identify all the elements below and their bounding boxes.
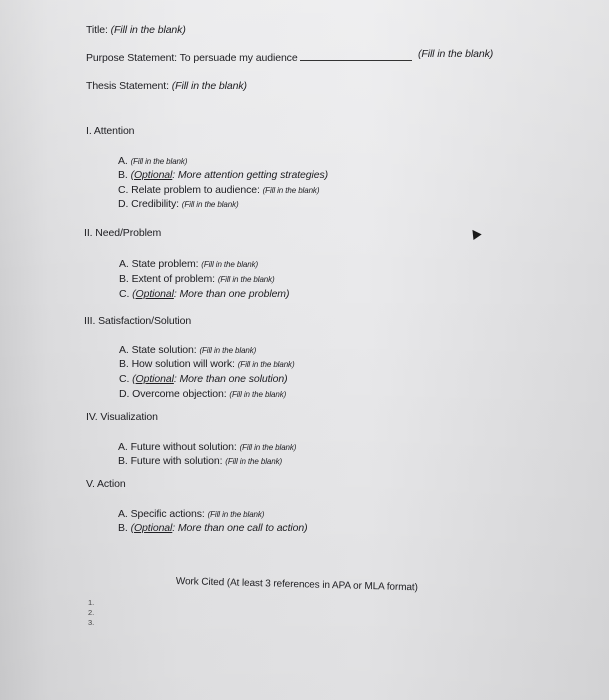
- item-letter: A.: [118, 155, 128, 167]
- title-value: (Fill in the blank): [110, 24, 186, 36]
- works-cited-number: 3.: [88, 618, 95, 627]
- item-letter: B.: [118, 522, 128, 534]
- item-label: How solution will work:: [131, 358, 235, 370]
- section-heading-action: V. Action: [86, 478, 126, 490]
- optional-label: Optional: [135, 373, 174, 385]
- section-heading-satisfaction: III. Satisfaction/Solution: [84, 315, 192, 327]
- mouse-cursor-icon: [468, 227, 481, 240]
- item-letter: A.: [118, 441, 128, 453]
- item-label: Specific actions:: [130, 508, 205, 520]
- item-letter: D.: [119, 388, 130, 400]
- list-item: [118, 155, 187, 167]
- item-letter: B.: [118, 455, 128, 467]
- item-value: (Fill in the blank): [239, 443, 297, 452]
- works-cited-number: 2.: [88, 608, 95, 617]
- item-value: (Fill in the blank): [201, 260, 259, 269]
- purpose-label: Purpose Statement: To persuade my audience: [86, 52, 298, 64]
- item-label: Future with solution:: [130, 455, 223, 467]
- item-value: (Fill in the blank): [229, 390, 287, 399]
- item-letter: C.: [119, 288, 130, 300]
- optional-label: Optional: [133, 522, 173, 534]
- list-item: [118, 455, 282, 467]
- item-value: (Fill in the blank): [207, 510, 265, 519]
- item-value: (Fill in the blank): [225, 457, 283, 466]
- item-letter: A.: [119, 344, 129, 356]
- list-item: B. (Optional: More attention getting strategies): [118, 169, 329, 181]
- item-value: (Fill in the blank): [130, 157, 188, 166]
- section-heading-need-problem: II. Need/Problem: [84, 227, 162, 239]
- list-item: C. (Optional: More than one solution): [119, 373, 288, 385]
- item-label: Credibility:: [131, 198, 179, 210]
- title-label: Title:: [86, 24, 108, 36]
- list-item: B. (Optional: More than one call to action): [118, 522, 308, 534]
- purpose-line: [86, 52, 414, 64]
- item-letter: B.: [119, 358, 129, 370]
- item-letter: D.: [118, 198, 129, 210]
- item-label: State solution:: [131, 344, 197, 356]
- item-label: Relate problem to audience:: [131, 184, 260, 196]
- item-value: (Fill in the blank): [217, 275, 275, 284]
- item-value: (Fill in the blank): [237, 360, 295, 369]
- item-label: Extent of problem:: [131, 273, 215, 285]
- section-heading-visualization: IV. Visualization: [86, 411, 158, 423]
- item-label: Overcome objection:: [132, 388, 227, 400]
- item-value: : More than one problem): [173, 288, 290, 300]
- item-value: (Fill in the blank): [181, 200, 239, 209]
- list-item: [119, 358, 295, 370]
- list-item: [119, 344, 256, 356]
- works-cited-heading: Work Cited (At least 3 references in APA or MLA format): [175, 576, 418, 594]
- optional-label: Optional: [133, 169, 173, 181]
- list-item: [118, 441, 296, 453]
- item-letter: B.: [119, 273, 129, 285]
- purpose-value: (Fill in the blank): [418, 48, 494, 60]
- item-letter: A.: [119, 258, 129, 270]
- item-letter: C.: [119, 373, 130, 385]
- item-label: Future without solution:: [130, 441, 237, 453]
- works-cited-number: 1.: [88, 598, 95, 607]
- optional-label: Optional: [135, 288, 174, 300]
- list-item: [119, 388, 286, 400]
- list-item: [118, 198, 239, 210]
- item-value: : More than one call to action): [172, 522, 308, 534]
- item-value: (Fill in the blank): [262, 186, 320, 195]
- thesis-value: (Fill in the blank): [171, 80, 247, 92]
- title-line: [86, 24, 186, 36]
- thesis-line: [86, 80, 247, 92]
- item-label: State problem:: [131, 258, 199, 270]
- list-item: [119, 273, 275, 285]
- thesis-label: Thesis Statement:: [86, 80, 169, 92]
- item-value: : More than one solution): [173, 373, 288, 385]
- item-letter: C.: [118, 184, 129, 196]
- section-heading-attention: I. Attention: [86, 125, 135, 137]
- list-item: [118, 508, 264, 520]
- item-letter: B.: [118, 169, 128, 181]
- list-item: C. (Optional: More than one problem): [119, 288, 290, 300]
- item-value: : More attention getting strategies): [172, 169, 329, 181]
- list-item: [118, 184, 319, 196]
- item-letter: A.: [118, 508, 128, 520]
- blank-underline: [300, 60, 412, 61]
- item-value: (Fill in the blank): [199, 346, 257, 355]
- list-item: [119, 258, 258, 270]
